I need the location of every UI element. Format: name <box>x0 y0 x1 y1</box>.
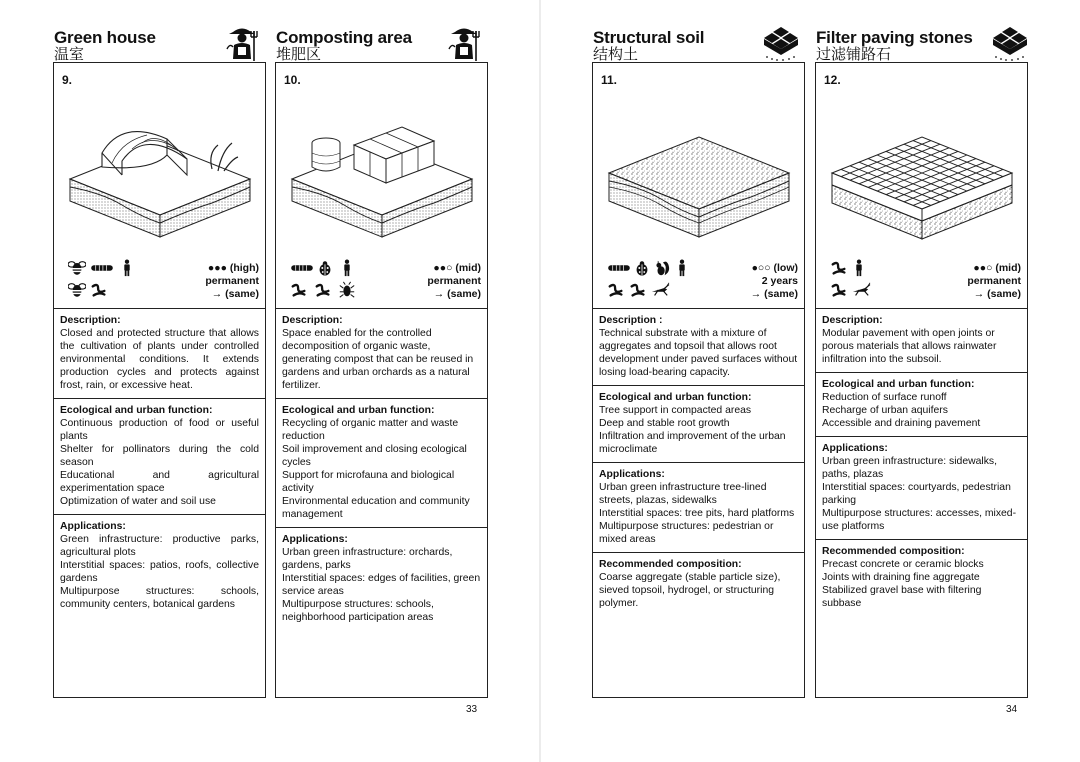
person-icon <box>856 260 861 277</box>
ratings-block <box>205 262 259 301</box>
section-heading: Description: <box>60 315 121 326</box>
card-number: 10. <box>284 73 301 87</box>
duration: 2 years <box>761 275 798 287</box>
section-heading: Ecological and urban function: <box>60 405 213 416</box>
duration: permanent <box>427 275 481 287</box>
ladybug-icon <box>637 261 648 275</box>
ratings-block <box>967 262 1021 301</box>
change-indicator: → (same) <box>973 288 1021 300</box>
card-sections <box>593 308 804 616</box>
worm-icon <box>317 285 329 295</box>
ratings-block <box>427 262 481 301</box>
card-sections <box>816 308 1027 616</box>
paving-icon <box>763 23 799 63</box>
card-subtitle: 堆肥区 <box>276 45 322 63</box>
impact-level: ●○○ (low) <box>751 262 798 274</box>
card-subtitle: 过滤铺路石 <box>816 45 892 63</box>
card-title: Structural soil <box>593 28 705 47</box>
section-description <box>593 309 804 386</box>
squirrel-icon <box>656 261 669 275</box>
worm-icon <box>833 263 845 273</box>
section-applications <box>593 463 804 553</box>
worm-icon <box>293 285 305 295</box>
grasshopper-icon <box>853 283 870 296</box>
card-number: 9. <box>62 73 73 87</box>
section-heading: Applications: <box>822 443 888 454</box>
caterpillar-icon <box>608 265 630 270</box>
card-number: 12. <box>824 73 841 87</box>
section-recommended-composition <box>593 553 804 616</box>
card-header <box>275 0 488 62</box>
card-header <box>815 0 1028 62</box>
ratings-block <box>751 262 798 301</box>
card-title: Filter paving stones <box>816 28 973 47</box>
fauna-icons <box>68 259 158 303</box>
section-text: Technical substrate with a mixture of aggregates and topsoil that allows root development under paved surfaces without losing load-bearing capacity. <box>599 328 798 378</box>
section-ecological-function <box>816 373 1027 437</box>
impact-level: ●●● (high) <box>207 262 259 274</box>
card-green-house <box>53 0 266 610</box>
impact-level: ●●○ (mid) <box>973 262 1021 274</box>
farmer-icon <box>446 23 482 63</box>
section-heading: Description : <box>599 315 663 326</box>
worm-icon <box>610 285 622 295</box>
caterpillar-icon <box>291 265 313 270</box>
card-header <box>53 0 266 62</box>
section-text: Modular pavement with open joints or porous materials that allows rainwater infiltration into the subsoil. <box>822 328 997 365</box>
person-icon <box>344 260 349 277</box>
section-heading: Applications: <box>599 469 665 480</box>
section-heading: Recommended composition: <box>822 546 965 557</box>
worm-icon <box>632 285 644 295</box>
fauna-icons <box>607 259 697 303</box>
section-ecological-function <box>593 386 804 463</box>
change-indicator: → (same) <box>211 288 259 300</box>
card-sections <box>276 308 487 630</box>
section-recommended-composition <box>816 540 1027 616</box>
section-heading: Ecological and urban function: <box>822 379 975 390</box>
card-box <box>53 62 266 698</box>
card-sections <box>54 308 265 617</box>
person-icon <box>679 260 684 277</box>
change-indicator: → (same) <box>433 288 481 300</box>
bee-icon <box>68 284 86 297</box>
bee-icon <box>68 262 86 275</box>
duration: permanent <box>205 275 259 287</box>
card-title: Green house <box>54 28 156 47</box>
section-text: Continuous production of food or useful plants Shelter for pollinators during the cold season Educational and agricultural experimentation space Optimization of water and soil use <box>60 418 259 507</box>
section-ecological-function <box>276 399 487 528</box>
page-number: 33 <box>466 704 478 715</box>
section-text: Urban green infrastructure: orchards, gardens, parks Interstitial spaces: edges of facilities, green service areas Multipurpose structures: schools, neighborhood participation areas <box>282 547 481 623</box>
section-heading: Applications: <box>282 534 348 545</box>
fauna-icons <box>290 259 380 303</box>
card-filter-paving-stones <box>815 0 1028 609</box>
section-text: Green infrastructure: productive parks, agricultural plots Interstitial spaces: patios, roofs, collective gardens Multipurpose structures: schools, community centers, botanical gardens <box>60 534 259 610</box>
card-title: Composting area <box>276 28 412 47</box>
page-number: 34 <box>1006 704 1018 715</box>
impact-level: ●●○ (mid) <box>433 262 481 274</box>
ladybug-icon <box>320 261 331 275</box>
beetle-icon <box>340 282 354 297</box>
section-text: Recycling of organic matter and waste reduction Soil improvement and closing ecological cycles Support for microfauna and biological activity Environmental education and community management <box>282 418 470 520</box>
card-subtitle: 温室 <box>54 45 85 63</box>
section-ecological-function <box>54 399 265 515</box>
change-indicator: → (same) <box>750 288 798 300</box>
section-text: Urban green infrastructure tree-lined streets, plazas, sidewalks Interstitial spaces: tree pits, hard platforms Multipurpose structures: pedestrian or mixed areas <box>599 482 795 545</box>
card-composting-area <box>275 0 488 623</box>
section-text: Reduction of surface runoff Recharge of urban aquifers Accessible and draining pavement <box>822 392 981 429</box>
section-applications <box>54 515 265 617</box>
section-text: Space enabled for the controlled decomposition of organic waste, generating compost that can be reused in gardens and urban orchards as a natural fertilizer. <box>282 328 474 391</box>
section-text: Urban green infrastructure: sidewalks, paths, plazas Interstitial spaces: courtyards, pedestrian parking Multipurpose structures: accesses, mixed-use platforms <box>822 456 1017 532</box>
card-structural-soil <box>592 0 805 609</box>
section-heading: Recommended composition: <box>599 559 742 570</box>
section-heading: Applications: <box>60 521 126 532</box>
section-heading: Description: <box>822 315 883 326</box>
worm-icon <box>93 285 105 295</box>
farmer-icon <box>224 23 260 63</box>
grasshopper-icon <box>652 283 669 296</box>
section-description <box>54 309 265 399</box>
section-text: Tree support in compacted areas Deep and stable root growth Infiltration and improvement of the urban microclimate <box>599 405 786 455</box>
section-applications <box>816 437 1027 540</box>
card-header <box>592 0 805 62</box>
worm-icon <box>833 285 845 295</box>
duration: permanent <box>967 275 1021 287</box>
section-text: Precast concrete or ceramic blocks Joints with draining fine aggregate Stabilized gravel base with filtering subbase <box>822 559 984 609</box>
card-subtitle: 结构土 <box>593 45 639 63</box>
fauna-icons <box>830 259 920 303</box>
paving-icon <box>992 23 1028 63</box>
section-heading: Description: <box>282 315 343 326</box>
section-text: Closed and protected structure that allows the cultivation of plants under controlled environmental conditions. It extends production cycles and protects against frost, rain, or excessive heat. <box>60 328 259 391</box>
section-description <box>276 309 487 399</box>
card-number: 11. <box>601 73 618 87</box>
person-icon <box>124 260 129 277</box>
section-text: Coarse aggregate (stable particle size), sieved topsoil, hydrogel, or structuring polymer. <box>599 572 781 609</box>
section-description <box>816 309 1027 373</box>
section-heading: Ecological and urban function: <box>599 392 752 403</box>
caterpillar-icon <box>91 265 113 270</box>
section-applications <box>276 528 487 630</box>
card-box <box>275 62 488 698</box>
card-box <box>592 62 805 698</box>
section-heading: Ecological and urban function: <box>282 405 435 416</box>
card-box <box>815 62 1028 698</box>
